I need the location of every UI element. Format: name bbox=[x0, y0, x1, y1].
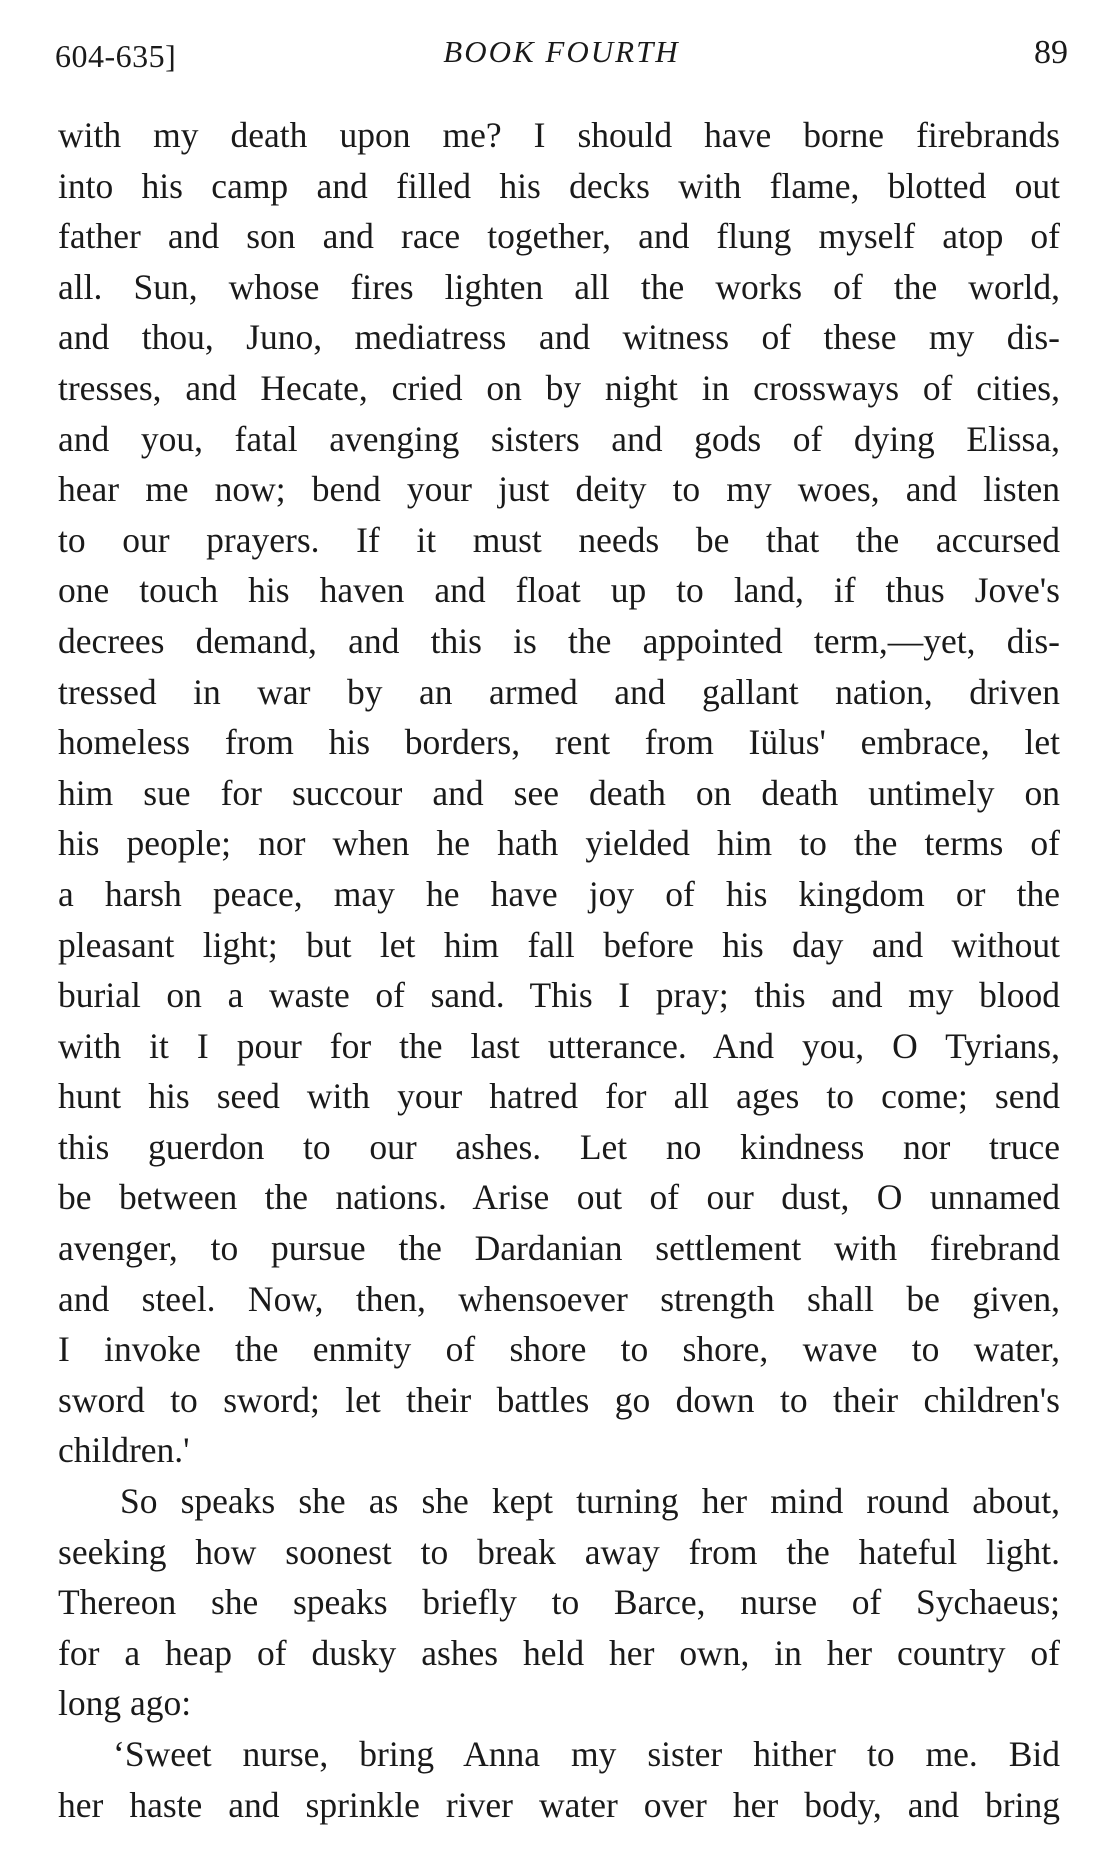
text-line: to our prayers. If it must needs be that the accursed bbox=[58, 519, 1060, 560]
body-text bbox=[58, 110, 1060, 1830]
text-line: and you, fatal avenging sisters and gods of dying Elissa, bbox=[58, 418, 1060, 459]
text-line: hunt his seed with your hatred for all ages to come; send bbox=[58, 1076, 1060, 1117]
text-line: So speaks she as she kept turning her mind round about, bbox=[120, 1481, 1060, 1522]
text-line: into his camp and filled his decks with flame, blotted out bbox=[58, 165, 1060, 206]
text-line: children.' bbox=[58, 1430, 190, 1471]
text-line: hear me now; bend your just deity to my woes, and listen bbox=[58, 469, 1060, 510]
text-line: long ago: bbox=[58, 1683, 192, 1724]
text-line: with it I pour for the last utterance. And you, O Tyrians, bbox=[58, 1025, 1060, 1066]
text-line: Thereon she speaks briefly to Barce, nurse of Sychaeus; bbox=[58, 1582, 1060, 1623]
text-line: all. Sun, whose fires lighten all the works of the world, bbox=[58, 266, 1060, 307]
page-number: 89 bbox=[1034, 34, 1068, 71]
text-line: decrees demand, and this is the appointed term,—yet, dis- bbox=[58, 620, 1060, 661]
text-line: father and son and race together, and flung myself atop of bbox=[58, 216, 1060, 257]
text-line: sword to sword; let their battles go down to their children's bbox=[58, 1379, 1060, 1420]
line-range: 604-635] bbox=[55, 38, 177, 74]
text-line: a harsh peace, may he have joy of his kingdom or the bbox=[58, 873, 1060, 914]
text-line: for a heap of dusky ashes held her own, in her country of bbox=[58, 1632, 1060, 1673]
text-line: be between the nations. Arise out of our dust, O unnamed bbox=[58, 1177, 1060, 1218]
text-line: tresses, and Hecate, cried on by night in crossways of cities, bbox=[58, 367, 1060, 408]
text-line: and steel. Now, then, whensoever strength shall be given, bbox=[58, 1278, 1060, 1319]
text-line: homeless from his borders, rent from Iülus' embrace, let bbox=[58, 722, 1060, 763]
text-line: with my death upon me? I should have borne firebrands bbox=[58, 115, 1060, 155]
running-head bbox=[55, 30, 1068, 80]
text-line: burial on a waste of sand. This I pray; this and my blood bbox=[58, 975, 1060, 1016]
text-line: him sue for succour and see death on death untimely on bbox=[58, 772, 1060, 813]
book-title: BOOK FOURTH bbox=[443, 34, 680, 69]
text-line: and thou, Juno, mediatress and witness of these my dis- bbox=[58, 317, 1060, 358]
text-line: I invoke the enmity of shore to shore, wave to water, bbox=[58, 1329, 1060, 1370]
text-line: seeking how soonest to break away from the hateful light. bbox=[58, 1531, 1060, 1572]
text-line: his people; nor when he hath yielded him to the terms of bbox=[58, 823, 1060, 864]
text-line: tressed in war by an armed and gallant nation, driven bbox=[58, 671, 1060, 712]
text-line: pleasant light; but let him fall before his day and without bbox=[58, 924, 1060, 965]
text-line: avenger, to pursue the Dardanian settlement with firebrand bbox=[58, 1228, 1060, 1269]
text-line: her haste and sprinkle river water over her body, and bring bbox=[58, 1784, 1060, 1825]
text-line: this guerdon to our ashes. Let no kindness nor truce bbox=[58, 1126, 1060, 1167]
text-line: one touch his haven and float up to land, if thus Jove's bbox=[58, 570, 1060, 611]
text-line: ‘Sweet nurse, bring Anna my sister hither to me. Bid bbox=[113, 1734, 1060, 1774]
